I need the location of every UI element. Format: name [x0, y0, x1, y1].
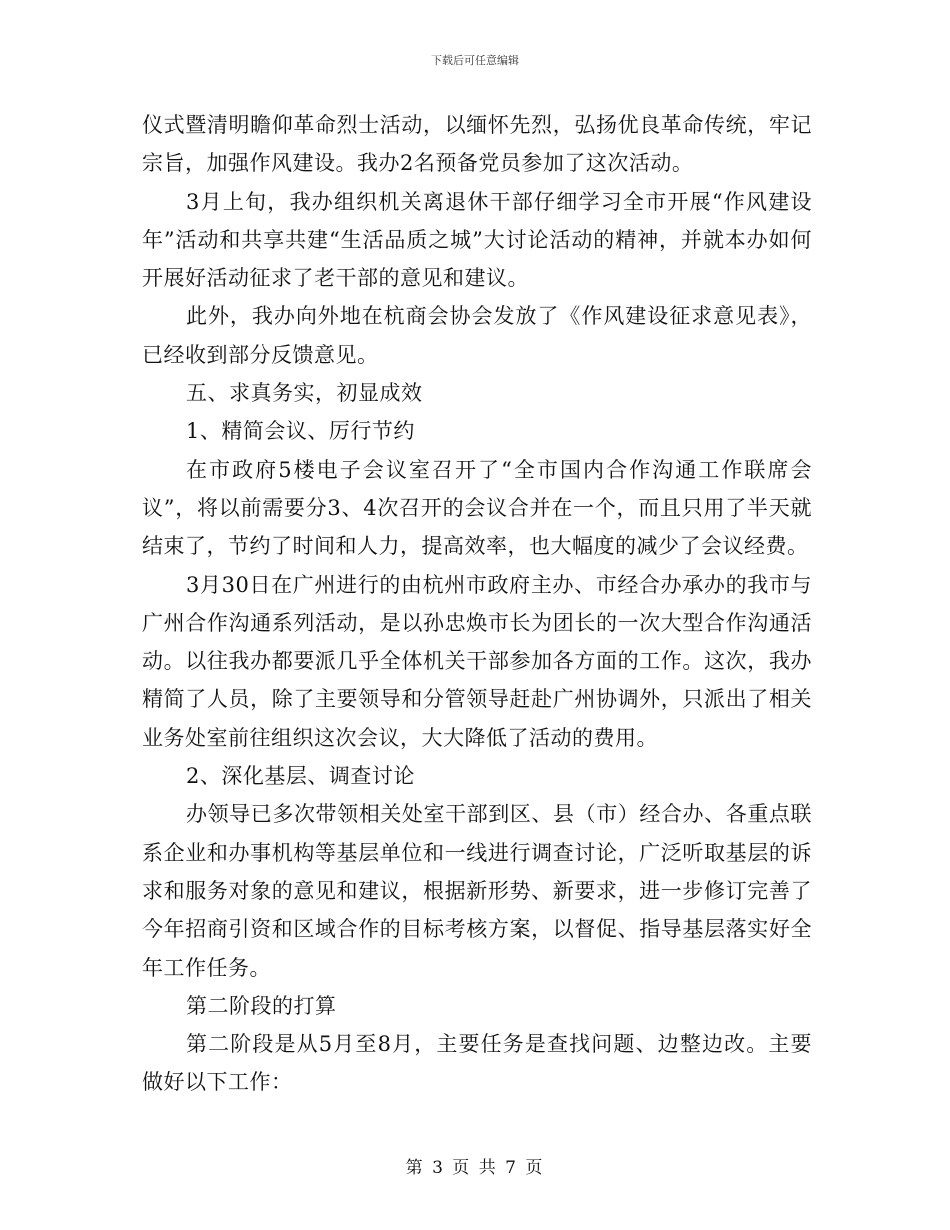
paragraph: 3月30日在广州进行的由杭州市政府主办、市经合办承办的我市与广州合作沟通系列活动，是以孙忠焕市长为团长的一次大型合作沟通活动。以往我办都要派几乎全体机关干部参加各方面的工作。这次，我办精简了人员，除了主要领导和分管领导赶赴广州协调外，只派出了相关业务处室前往组织这次会议，大大降低了活动的费用。 — [142, 572, 812, 750]
page-header: 下载后可任意编辑 — [431, 54, 519, 67]
section-heading: 五、求真务实，初显成效 — [186, 381, 423, 406]
subsection-heading: 1、精简会议、厉行节约 — [186, 419, 415, 444]
paragraph: 3月上旬，我办组织机关离退休干部仔细学习全市开展“作风建设年”活动和共享共建“生活品质之城”大讨论活动的精神，并就本办如何开展好活动征求了老干部的意见和建议。 — [142, 189, 812, 291]
subsection-heading: 2、深化基层、调查讨论 — [186, 764, 415, 789]
paragraph: 在市政府5楼电子会议室召开了“全市国内合作沟通工作联席会议”，将以前需要分3、4次召开的会议合并在一个，而且只用了半天就结束了，节约了时间和人力，提高效率，也大幅度的减少了会议经费。 — [142, 457, 812, 559]
paragraph: 第二阶段是从5月至8月，主要任务是查找问题、边整边改。主要做好以下工作： — [142, 1032, 812, 1095]
page-number-footer: 第 3 页 共 7 页 — [405, 1158, 545, 1178]
section-heading: 第二阶段的打算 — [186, 993, 337, 1018]
paragraph-continuation: 仪式暨清明瞻仰革命烈士活动，以缅怀先烈，弘扬优良革命传统，牢记宗旨，加强作风建设。我办2名预备党员参加了这次活动。 — [142, 113, 812, 176]
paragraph: 此外，我办向外地在杭商会协会发放了《作风建设征求意见表》，已经收到部分反馈意见。 — [142, 304, 812, 367]
document-body — [142, 106, 812, 1102]
paragraph: 办领导已多次带领相关处室干部到区、县（市）经合办、各重点联系企业和办事机构等基层单位和一线进行调查讨论，广泛听取基层的诉求和服务对象的意见和建议，根据新形势、新要求，进一步修订完善了今年招商引资和区域合作的目标考核方案，以督促、指导基层落实好全年工作任务。 — [142, 802, 812, 980]
